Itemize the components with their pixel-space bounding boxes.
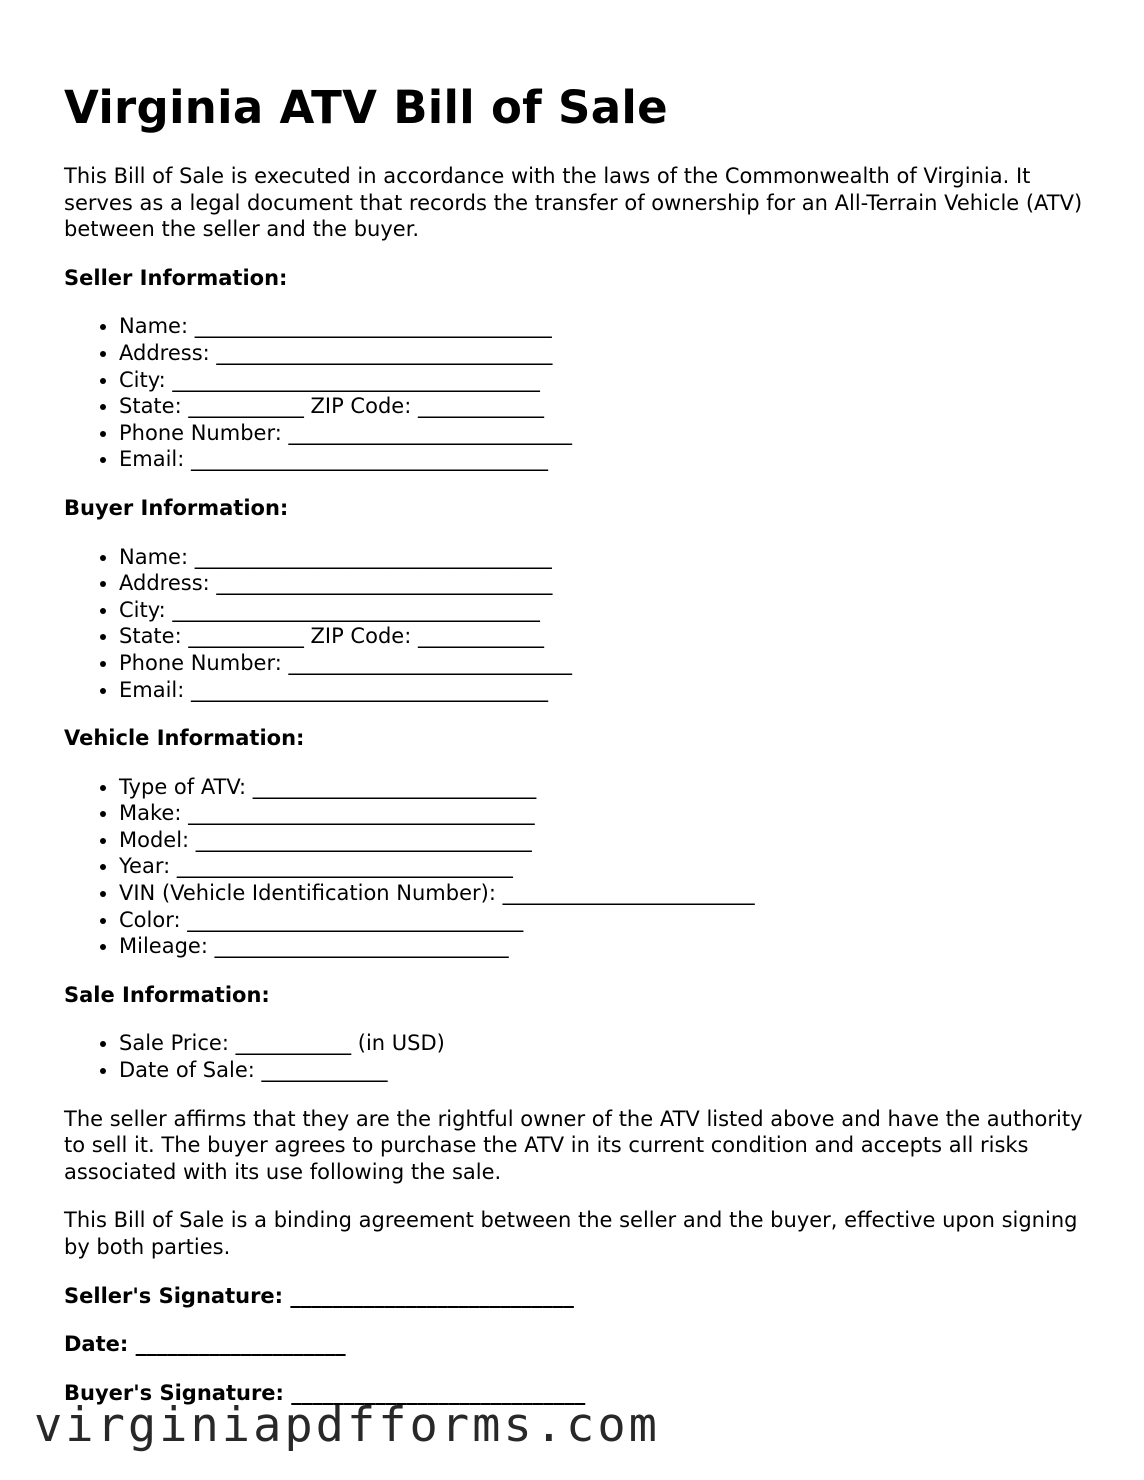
buyer-name-field[interactable]: • Name: __________________________________ [119,544,1084,571]
vehicle-mileage-field[interactable]: • Mileage: ____________________________ [119,933,1084,960]
buyer-signature-line[interactable]: Buyer's Signature: ____________________________ [64,1380,586,1405]
seller-address-field[interactable]: • Address: ________________________________ [119,340,1084,367]
buyer-heading: Buyer Information: [64,495,289,520]
seller-heading: Seller Information: [64,265,288,290]
seller-signature-line[interactable]: Seller's Signature: ___________________________ [64,1283,574,1308]
vehicle-type-field[interactable]: • Type of ATV: ___________________________ [119,774,1084,801]
buyer-email-field[interactable]: • Email: __________________________________ [119,677,1084,704]
vehicle-vin-field[interactable]: • VIN (Vehicle Identification Number): ________________________ [119,880,1084,907]
sale-date-field[interactable]: • Date of Sale: ____________ [119,1057,1084,1084]
buyer-city-field[interactable]: • City: ___________________________________ [119,597,1084,624]
buyer-address-field[interactable]: • Address: ________________________________ [119,570,1084,597]
vehicle-year-field[interactable]: • Year: ________________________________ [119,853,1084,880]
affirmation-paragraph: The seller affirms that they are the rightful owner of the ATV listed above and have the authority to sell it. The buyer agrees to purchase the ATV in its current condition and accepts all risks associated with its use following the sale. [64,1106,1083,1184]
signature-date-line[interactable]: Date: ____________________ [64,1332,346,1357]
binding-paragraph: This Bill of Sale is a binding agreement between the seller and the buyer, effective upon signing by both parties. [64,1208,1078,1259]
vehicle-make-field[interactable]: • Make: _________________________________ [119,800,1084,827]
seller-phone-field[interactable]: • Phone Number: ___________________________ [119,420,1084,447]
seller-fields [64,313,1084,473]
sale-heading: Sale Information: [64,982,270,1007]
page-title: Virginia ATV Bill of Sale [64,81,668,134]
seller-name-field[interactable]: • Name: __________________________________ [119,313,1084,340]
buyer-fields [64,544,1084,704]
site-watermark: virginiapdfforms.com [34,1398,660,1453]
vehicle-fields [64,774,1084,960]
sale-price-field[interactable]: • Sale Price: ___________ (in USD) [119,1030,1084,1057]
vehicle-model-field[interactable]: • Model: ________________________________ [119,827,1084,854]
buyer-state-zip-field[interactable]: • State: ___________ ZIP Code: ____________ [119,623,1084,650]
intro-paragraph: This Bill of Sale is executed in accordance with the laws of the Commonwealth of Virginia. It serves as a legal document that records the transfer of ownership for an All-Terrain Vehicle (ATV) between the seller and the buyer. [64,164,1083,242]
vehicle-heading: Vehicle Information: [64,726,305,751]
seller-state-zip-field[interactable]: • State: ___________ ZIP Code: ____________ [119,393,1084,420]
sale-fields [64,1030,1084,1083]
vehicle-color-field[interactable]: • Color: ________________________________ [119,907,1084,934]
seller-city-field[interactable]: • City: ___________________________________ [119,367,1084,394]
buyer-phone-field[interactable]: • Phone Number: ___________________________ [119,650,1084,677]
bill-of-sale-document [64,80,1084,1406]
seller-email-field[interactable]: • Email: __________________________________ [119,446,1084,473]
